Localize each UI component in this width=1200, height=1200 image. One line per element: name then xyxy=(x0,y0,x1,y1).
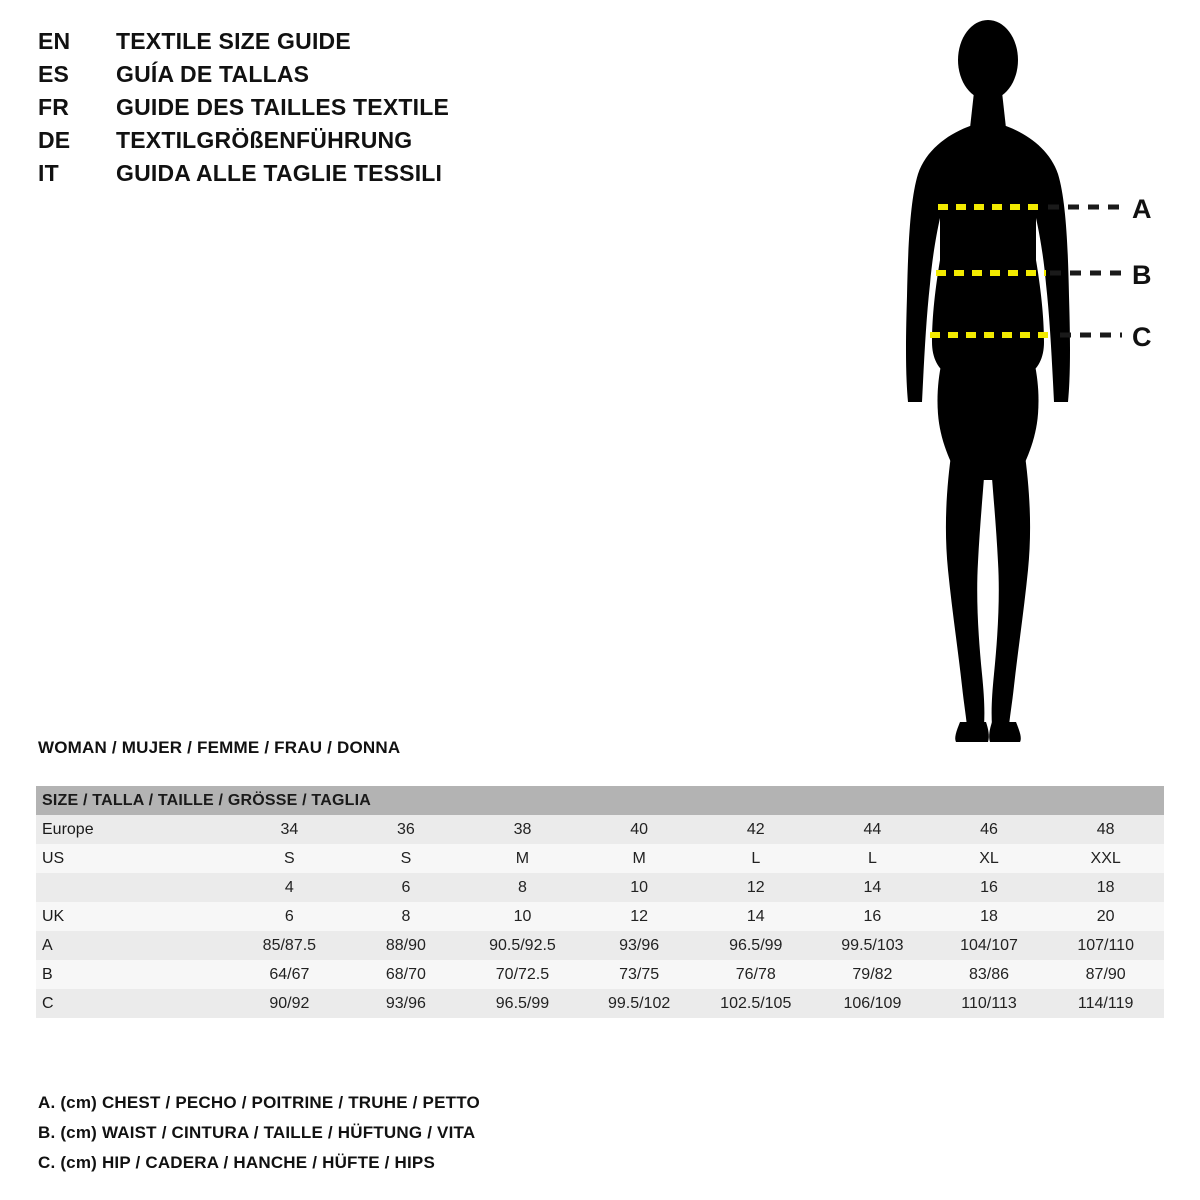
cell-usnum-0: 4 xyxy=(284,879,294,896)
title-lang-en: EN xyxy=(38,28,71,54)
row-label-us: US xyxy=(42,850,65,867)
cell-c-7: 114/119 xyxy=(1077,995,1134,1012)
cell-usnum-4: 12 xyxy=(746,879,765,896)
table-header-label: SIZE / TALLA / TAILLE / GRÖSSE / TAGLIA xyxy=(36,786,1164,815)
cell-b-6: 83/86 xyxy=(969,966,1010,983)
title-text-fr: GUIDE DES TAILLES TEXTILE xyxy=(116,94,449,120)
size-table xyxy=(36,786,1164,1018)
female-silhouette-figure xyxy=(860,10,1190,750)
cell-c-4: 102.5/105 xyxy=(720,995,792,1012)
cell-b-1: 68/70 xyxy=(385,966,426,983)
title-row-de xyxy=(38,127,598,160)
cell-europe-0: 34 xyxy=(280,821,299,838)
cell-usnum-5: 14 xyxy=(863,879,882,896)
marker-label-a: A xyxy=(1132,194,1152,224)
cell-europe-7: 48 xyxy=(1096,821,1115,838)
cell-usnum-7: 18 xyxy=(1096,879,1115,896)
title-lang-it: IT xyxy=(38,160,59,186)
cell-b-3: 73/75 xyxy=(619,966,660,983)
footnote-a: A. (cm) CHEST / PECHO / POITRINE / TRUHE / PETTO xyxy=(38,1093,480,1112)
cell-a-3: 93/96 xyxy=(619,937,660,954)
table-row xyxy=(36,960,1164,989)
cell-uk-2: 10 xyxy=(513,908,532,925)
row-label-a: A xyxy=(42,937,53,954)
title-row-en xyxy=(38,28,598,61)
cell-usnum-6: 16 xyxy=(980,879,998,896)
cell-a-6: 104/107 xyxy=(960,937,1018,954)
cell-uk-3: 12 xyxy=(630,908,648,925)
cell-uk-4: 14 xyxy=(746,908,765,925)
cell-uk-6: 18 xyxy=(980,908,998,925)
cell-usnum-2: 8 xyxy=(518,879,527,896)
section-label-woman: WOMAN / MUJER / FEMME / FRAU / DONNA xyxy=(38,738,401,757)
table-header-row xyxy=(36,786,1164,815)
row-label-us-numeric xyxy=(36,873,231,902)
cell-us-7: XXL xyxy=(1090,850,1121,867)
footnote-b: B. (cm) WAIST / CINTURA / TAILLE / HÜFTUNG / VITA xyxy=(38,1123,476,1142)
title-row-es xyxy=(38,61,598,94)
cell-us-1: S xyxy=(400,850,412,867)
table-row xyxy=(36,873,1164,902)
cell-us-4: L xyxy=(751,850,761,867)
title-text-en: TEXTILE SIZE GUIDE xyxy=(116,28,351,54)
cell-us-3: M xyxy=(632,850,646,867)
cell-usnum-1: 6 xyxy=(401,879,411,896)
table-row xyxy=(36,902,1164,931)
cell-europe-6: 46 xyxy=(980,821,998,838)
cell-c-5: 106/109 xyxy=(843,995,902,1012)
cell-a-1: 88/90 xyxy=(385,937,426,954)
row-label-c: C xyxy=(42,995,54,1012)
title-text-it: GUIDA ALLE TAGLIE TESSILI xyxy=(116,160,443,186)
title-row-fr xyxy=(38,94,598,127)
title-lang-de: DE xyxy=(38,127,71,153)
title-text-es: GUÍA DE TALLAS xyxy=(116,61,310,87)
cell-europe-2: 38 xyxy=(513,821,532,838)
row-label-europe: Europe xyxy=(42,821,94,838)
table-row xyxy=(36,989,1164,1018)
cell-c-3: 99.5/102 xyxy=(607,995,671,1012)
cell-us-2: M xyxy=(515,850,530,867)
cell-europe-3: 40 xyxy=(630,821,648,838)
footnotes xyxy=(38,1088,838,1178)
row-label-b: B xyxy=(42,966,53,983)
silhouette-icon xyxy=(906,20,1070,742)
table-row xyxy=(36,815,1164,844)
cell-us-0: S xyxy=(284,850,295,867)
cell-b-7: 87/90 xyxy=(1085,966,1126,983)
title-lang-es: ES xyxy=(38,61,70,87)
cell-uk-5: 16 xyxy=(863,908,882,925)
cell-a-0: 85/87.5 xyxy=(262,937,317,954)
title-block xyxy=(38,28,598,193)
cell-europe-1: 36 xyxy=(397,821,415,838)
cell-uk-1: 8 xyxy=(401,908,411,925)
footnote-c: C. (cm) HIP / CADERA / HANCHE / HÜFTE / HIPS xyxy=(38,1153,436,1172)
cell-c-1: 93/96 xyxy=(385,995,426,1012)
cell-usnum-3: 10 xyxy=(630,879,648,896)
cell-us-5: L xyxy=(867,850,877,867)
title-text-de: TEXTILGRÖßENFÜHRUNG xyxy=(116,127,413,153)
cell-uk-0: 6 xyxy=(284,908,294,925)
cell-c-2: 96.5/99 xyxy=(495,995,550,1012)
cell-c-6: 110/113 xyxy=(961,995,1017,1012)
table-row xyxy=(36,931,1164,960)
marker-label-c: C xyxy=(1132,322,1152,352)
cell-c-0: 90/92 xyxy=(269,995,310,1012)
cell-a-4: 96.5/99 xyxy=(729,937,783,954)
cell-b-5: 79/82 xyxy=(852,966,893,983)
cell-b-4: 76/78 xyxy=(735,966,776,983)
cell-europe-5: 44 xyxy=(863,821,882,838)
cell-a-5: 99.5/103 xyxy=(841,937,904,954)
table-row xyxy=(36,844,1164,873)
row-label-uk: UK xyxy=(42,908,65,925)
cell-uk-7: 20 xyxy=(1096,908,1115,925)
cell-a-7: 107/110 xyxy=(1077,937,1134,954)
cell-us-6: XL xyxy=(979,850,999,867)
marker-label-b: B xyxy=(1132,260,1152,290)
cell-europe-4: 42 xyxy=(746,821,765,838)
cell-b-0: 64/67 xyxy=(269,966,310,983)
cell-b-2: 70/72.5 xyxy=(495,966,550,983)
cell-a-2: 90.5/92.5 xyxy=(489,937,556,954)
title-row-it xyxy=(38,160,598,193)
title-lang-fr: FR xyxy=(38,94,70,120)
